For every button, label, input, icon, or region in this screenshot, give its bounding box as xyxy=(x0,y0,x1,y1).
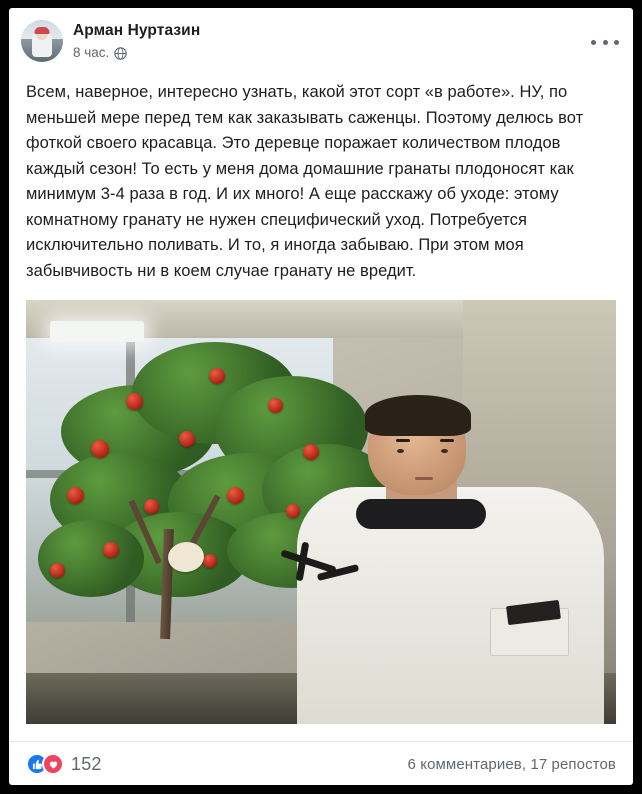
pomegranate-fruit xyxy=(286,504,300,518)
pomegranate-fruit xyxy=(227,487,244,504)
post-timestamp[interactable]: 8 час. xyxy=(73,45,110,60)
person-mouth xyxy=(415,477,433,480)
foliage-cluster xyxy=(38,520,144,596)
pomegranate-fruit xyxy=(268,398,283,413)
person-eye xyxy=(397,449,404,453)
pomegranate-fruit xyxy=(209,368,225,384)
person-hair xyxy=(365,395,471,435)
more-dot xyxy=(614,40,619,45)
reaction-count: 152 xyxy=(71,753,102,774)
pomegranate-fruit xyxy=(91,440,109,458)
more-dot xyxy=(603,40,608,45)
social-post-card xyxy=(9,8,633,785)
pomegranate-fruit xyxy=(67,487,84,504)
post-meta xyxy=(73,45,200,61)
post-footer xyxy=(9,741,633,785)
avatar[interactable] xyxy=(21,20,63,62)
more-dot xyxy=(591,40,596,45)
post-header xyxy=(9,8,633,66)
sweater-collar xyxy=(356,499,486,529)
avatar-hat xyxy=(35,27,50,34)
reaction-icons xyxy=(26,753,64,775)
post-photo[interactable] xyxy=(26,300,616,724)
person-eye xyxy=(441,449,448,453)
more-options-icon[interactable] xyxy=(591,34,619,50)
post-text: Всем, наверное, интересно узнать, какой этот сорт «в работе». НУ, по меньшей мере перед тем как заказывать саженцы. Поэтому делюсь вот фоткой своего красавца. Это деревце поражает количеством плодов каждый сезон! То есть у меня дома домашние гранаты плодоносят как минимум 3-4 раза в год. И их много! А еще расскажу об уходе: этому комнатному гранату не нужен специфический уход. Потребуется исключительно поливать. И то, я иногда забываю. При этом моя забывчивость ни в коем случае гранату не вредит. xyxy=(26,83,588,280)
person-eyebrow xyxy=(396,439,410,442)
person-eyebrow xyxy=(440,439,454,442)
love-icon xyxy=(42,753,64,775)
sweater-knot-detail xyxy=(280,542,374,597)
pomegranate-fruit xyxy=(103,542,119,558)
post-header-text xyxy=(73,20,200,61)
photo-canvas xyxy=(26,300,616,724)
author-name[interactable]: Арман Нуртазин xyxy=(73,22,201,39)
comments-shares-label[interactable]: 6 комментариев, 17 репостов xyxy=(407,755,616,773)
reactions-group[interactable] xyxy=(26,753,102,775)
globe-icon xyxy=(114,47,127,60)
knot-stroke xyxy=(280,550,336,574)
photo-ceiling-light xyxy=(50,321,144,342)
pomegranate-fruit xyxy=(50,563,65,578)
